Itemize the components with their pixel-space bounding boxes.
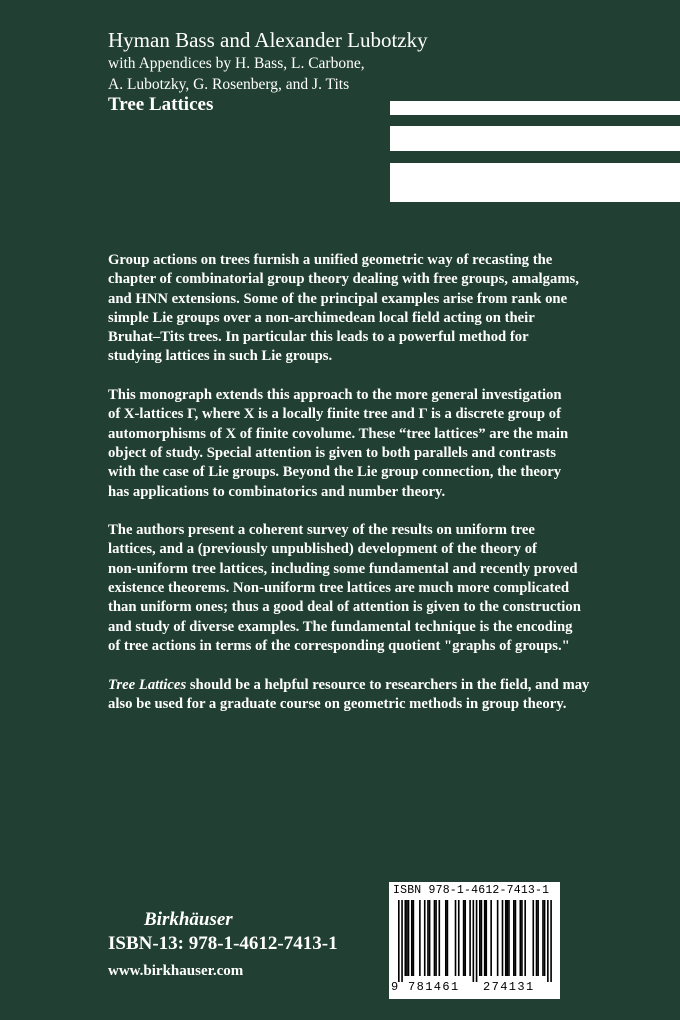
barcode-bar <box>427 900 429 976</box>
barcode-bar <box>455 900 457 976</box>
barcode-bar <box>473 900 475 982</box>
barcode-bar <box>490 900 492 976</box>
barcode-bar <box>513 900 515 976</box>
barcode-bar <box>439 900 441 976</box>
barcode-bar <box>544 900 546 976</box>
barcode-bar <box>419 900 421 976</box>
blurb-paragraph-2: This monograph extends this approach to the more general investigation of X-lattices Γ, where X is a locally finite tree and Γ is a discrete group of automorphisms of X of finite covolume. These “tree lattices” are the main object of study. Special attention is given to both parallels and contrasts with the case of Lie groups. Beyond the Lie group connection, the theory has applications to combinatorics and number theory. <box>108 387 569 500</box>
blurb-paragraph-4-text: should be a helpful resource to researchers in the field, and may also be used for a graduate course on geometric methods in group theory. <box>108 676 590 712</box>
barcode-bar <box>406 900 408 976</box>
barcode-isbn-label: ISBN 978-1-4612-7413-1 <box>393 884 550 897</box>
decorative-stripe-1 <box>390 101 680 115</box>
barcode-bar <box>550 900 552 982</box>
barcode-bar <box>476 900 478 982</box>
barcode-bar <box>401 900 403 982</box>
barcode-bar <box>537 900 539 976</box>
decorative-stripe-3 <box>390 163 680 202</box>
isbn-13: ISBN-13: 978-1-4612-7413-1 <box>108 933 338 954</box>
barcode-left-digits: 781461 <box>408 980 460 994</box>
barcode-bars <box>395 900 555 982</box>
title-italic: Tree Lattices <box>108 676 187 693</box>
barcode-bar <box>458 900 460 976</box>
barcode-bar <box>469 900 471 976</box>
barcode-bar <box>507 900 509 976</box>
barcode-bar <box>404 900 406 976</box>
barcode-bar <box>445 900 447 976</box>
barcode-bar <box>408 900 410 976</box>
blurb-paragraph-1: Group actions on trees furnish a unified geometric way of recasting the chapter of combinatorial group theory dealing with free groups, amalgams, and HNN extensions. Some of the principal examples arise from rank one simple Lie groups over a non-archimedean local field acting on their Bruhat–Tits trees. In particular this leads to a powerful method for studying lattices in such Lie groups. <box>108 252 579 365</box>
blurb-paragraph-3: The authors present a coherent survey of the results on uniform tree lattices, and a (previously unpublished) development of the theory of non-uniform tree lattices, including some fundamental and recently proved existence theorems. Non-uniform tree lattices are much more complicated than uniform ones; thus a good deal of attention is given to the construction and study of diverse examples. The fundamental technique is the encoding of tree actions in terms of the corresponding quotient "graphs of groups." <box>108 522 581 654</box>
barcode-bar <box>424 900 426 976</box>
book-title: Tree Lattices <box>108 94 214 115</box>
barcode-bar <box>484 900 486 976</box>
blurb-paragraph-4 <box>108 676 638 715</box>
barcode-bar <box>536 900 538 976</box>
decorative-stripe-2 <box>390 126 680 151</box>
barcode-bar <box>497 900 499 976</box>
barcode-bar <box>413 900 415 976</box>
publisher-url: www.birkhauser.com <box>108 963 244 979</box>
barcode-bar <box>398 900 400 982</box>
barcode-bar <box>434 900 436 976</box>
barcode-bar <box>481 900 483 976</box>
barcode-bar <box>435 900 437 976</box>
barcode-bar <box>464 900 466 976</box>
barcode-bar <box>532 900 534 976</box>
barcode <box>389 882 560 999</box>
barcode-bar <box>411 900 413 976</box>
appendix-authors-line1: with Appendices by H. Bass, L. Carbone, <box>108 55 365 72</box>
barcode-bar <box>505 900 507 976</box>
barcode-bar <box>520 900 522 976</box>
barcode-bar <box>485 900 487 976</box>
barcode-first-digit: 9 <box>391 980 399 994</box>
barcode-bar <box>515 900 517 976</box>
barcode-bar <box>508 900 510 976</box>
blurb <box>108 251 638 733</box>
barcode-bar <box>447 900 449 976</box>
appendix-authors-line2: A. Lubotzky, G. Rosenberg, and J. Tits <box>108 76 350 93</box>
barcode-bar <box>542 900 544 976</box>
barcode-bar <box>429 900 431 976</box>
publisher-imprint: Birkhäuser <box>144 909 233 930</box>
authors: Hyman Bass and Alexander Lubotzky <box>108 28 428 52</box>
cover-header <box>108 28 428 116</box>
barcode-bar <box>479 900 481 976</box>
barcode-bar <box>547 900 549 982</box>
barcode-bar <box>524 900 526 976</box>
barcode-right-digits: 274131 <box>483 980 535 994</box>
barcode-bar <box>521 900 523 976</box>
barcode-bar <box>463 900 465 976</box>
publisher-block <box>108 909 338 981</box>
barcode-bar <box>502 900 504 976</box>
